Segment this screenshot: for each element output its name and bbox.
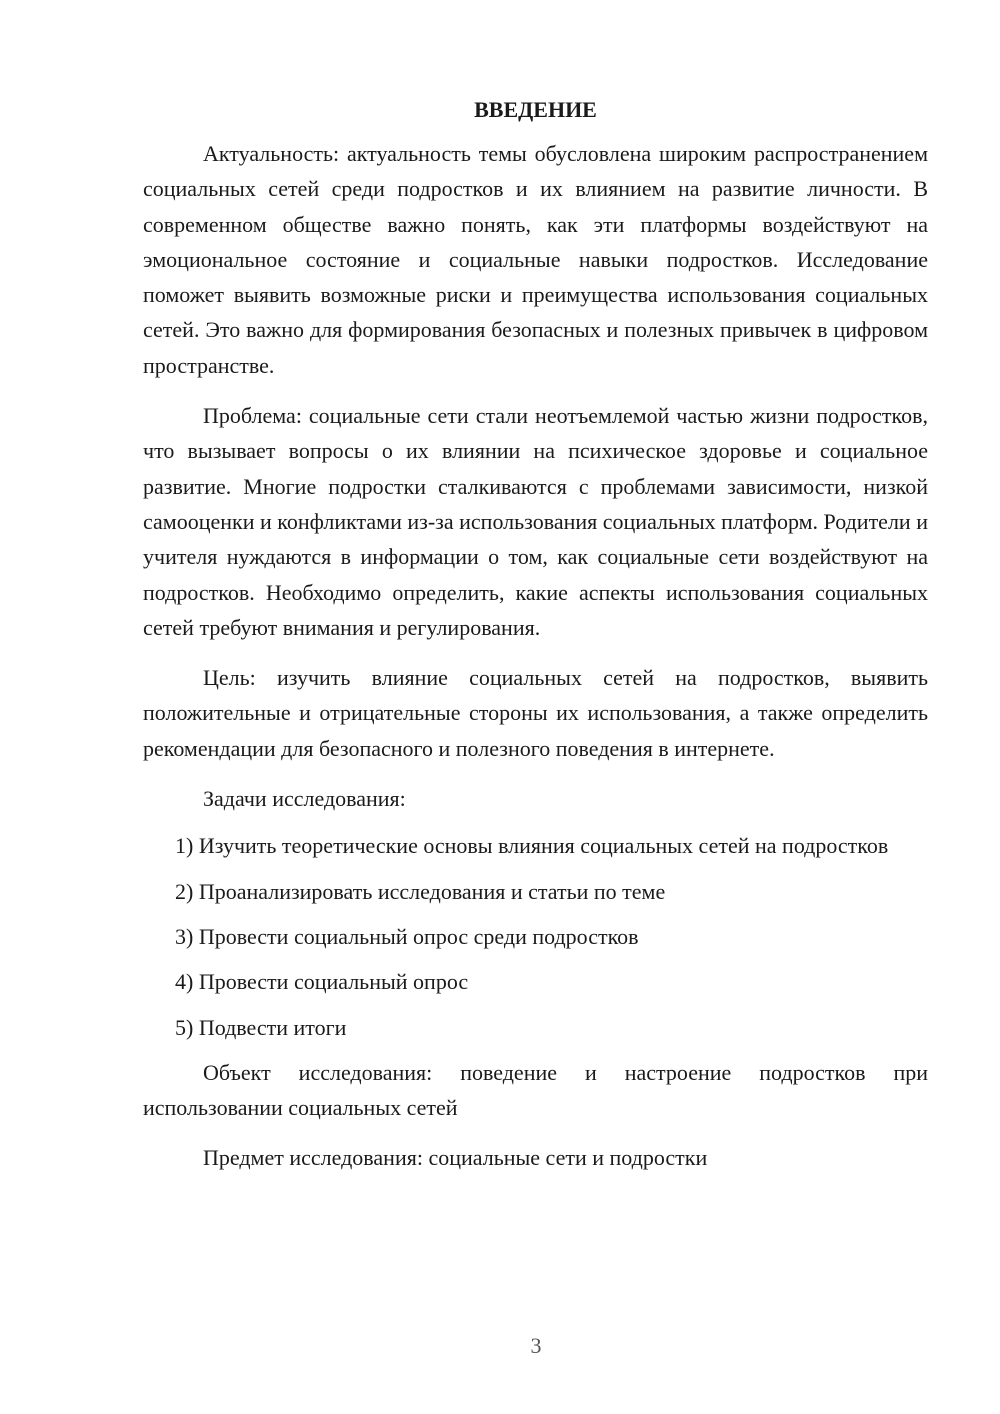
task-item: 1) Изучить теоретические основы влияния социальных сетей на подростков — [175, 833, 889, 859]
goal-paragraph: Цель: изучить влияние социальных сетей на подростков, выявить положительные и отрицательные стороны их использования, а также определить рекомендации для безопасного и полезного поведения в интернете. — [143, 665, 928, 761]
object-paragraph: Объект исследования: поведение и настроение подростков при использовании социальных сетей — [143, 1059, 928, 1121]
tasks-list — [143, 828, 928, 1044]
task-item: 4) Провести социальный опрос — [175, 969, 469, 995]
problem-paragraph: Проблема: социальные сети стали неотъемлемой частью жизни подростков, что вызывает вопросы о их влиянии на психическое здоровье и социальное развитие. Многие подростки сталкиваются с проблемами зависимости, низкой самооценки и конфликтами из-за использования социальных платформ. Родители и учителя нуждаются в информации о том, как социальные сети воздействуют на подростков. Необходимо определить, какие аспекты использования социальных сетей требуют внимания и регулирования. — [143, 403, 928, 640]
relevance-paragraph: Актуальность: актуальность темы обусловлена широким распространением социальных сетей среди подростков и их влиянием на развитие личности. В современном обществе важно понять, как эти платформы воздействуют на эмоциональное состояние и социальные навыки подростков. Исследование поможет выявить возможные риски и преимущества использования социальных сетей. Это важно для формирования безопасных и полезных привычек в цифровом пространстве. — [143, 141, 928, 378]
subject-paragraph: Предмет исследования: социальные сети и подростки — [203, 1145, 708, 1171]
task-item: 5) Подвести итоги — [175, 1014, 347, 1040]
task-item: 2) Проанализировать исследования и статьи по теме — [175, 878, 666, 904]
section-title: ВВЕДЕНИЕ — [474, 97, 597, 122]
page-content — [143, 95, 928, 1191]
tasks-heading: Задачи исследования: — [203, 786, 406, 812]
task-item: 3) Провести социальный опрос среди подростков — [175, 923, 639, 949]
page-number: 3 — [530, 1333, 542, 1358]
